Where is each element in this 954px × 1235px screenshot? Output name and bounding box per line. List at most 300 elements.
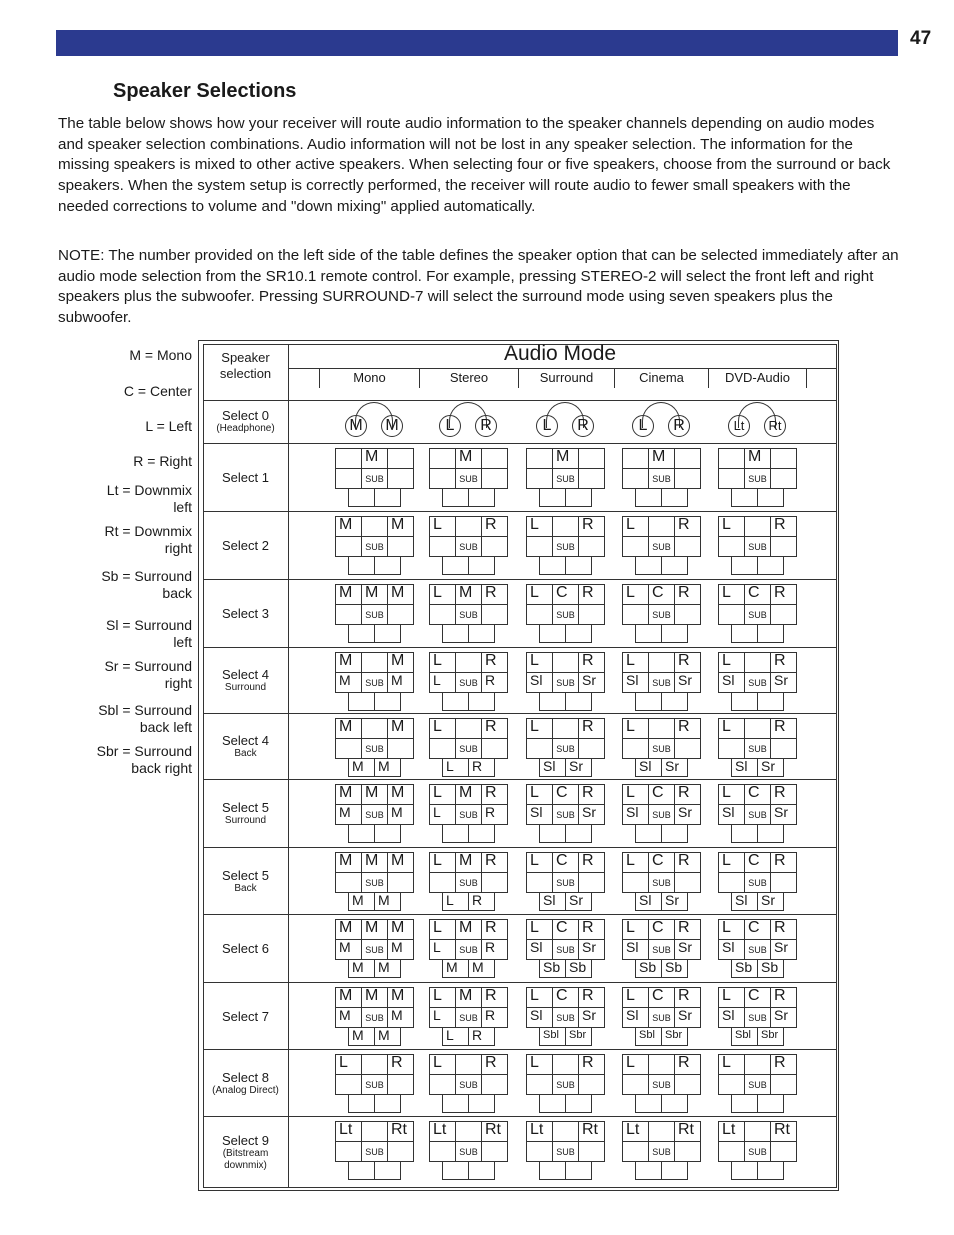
subwoofer-box: SUB [361, 738, 388, 759]
subwoofer-box: SUB [361, 604, 388, 625]
speaker-box: Sl [731, 758, 758, 777]
speaker-box: M [361, 448, 388, 469]
speaker-box [481, 536, 508, 557]
speaker-box: M [387, 584, 414, 605]
speaker-box: R [481, 652, 508, 673]
legend-item [60, 702, 192, 736]
speaker-box [757, 488, 784, 507]
speaker-box [374, 624, 401, 643]
speaker-box [455, 718, 482, 739]
speaker-box: R [770, 652, 797, 673]
subwoofer-box: SUB [744, 939, 771, 960]
speaker-box [661, 692, 688, 711]
legend-item [60, 568, 192, 602]
speaker-box: Sb [565, 959, 592, 978]
speaker-box [387, 1074, 414, 1095]
speaker-box: M [335, 919, 362, 940]
speaker-box [565, 824, 592, 843]
subwoofer-box: SUB [552, 536, 579, 557]
speaker-box: R [468, 892, 495, 911]
speaker-box [387, 738, 414, 759]
legend-text-cont: right [164, 675, 192, 691]
speaker-box [731, 692, 758, 711]
speaker-box [468, 824, 495, 843]
speaker-selection-header: Speaker selection [203, 344, 289, 400]
header-bar [56, 30, 898, 56]
speaker-box: L [526, 919, 553, 940]
speaker-box: Sbl [731, 1027, 758, 1046]
speaker-box: M [387, 804, 414, 825]
speaker-box [442, 556, 469, 575]
subwoofer-box: SUB [648, 738, 675, 759]
speaker-box: Sr [565, 758, 592, 777]
speaker-box: M [361, 784, 388, 805]
row-label-main: Select 9 [222, 1132, 269, 1148]
subwoofer-box: SUB [361, 939, 388, 960]
legend-item [60, 383, 192, 400]
legend-text: Sb = Surround [101, 568, 192, 584]
speaker-box [387, 536, 414, 557]
speaker-box [442, 1161, 469, 1180]
row-label-main: Select 1 [222, 470, 269, 485]
speaker-box [335, 872, 362, 893]
speaker-box: L [429, 672, 456, 693]
speaker-box: M [335, 718, 362, 739]
speaker-box [661, 488, 688, 507]
row-label [203, 780, 289, 847]
speaker-box [348, 488, 375, 507]
audio-mode-mono: Mono [319, 368, 419, 388]
row-label [203, 714, 289, 779]
subwoofer-box: SUB [648, 1007, 675, 1028]
speaker-box: L [718, 718, 745, 739]
speaker-box [674, 872, 701, 893]
speaker-box: R [674, 784, 701, 805]
speaker-box [578, 448, 605, 469]
speaker-box: Sl [622, 939, 649, 960]
speaker-box: R [481, 1054, 508, 1075]
speaker-box [429, 872, 456, 893]
speaker-box [442, 624, 469, 643]
speaker-box: M [335, 804, 362, 825]
speaker-box [661, 624, 688, 643]
speaker-box: R [770, 584, 797, 605]
speaker-box: Sr [770, 804, 797, 825]
row-label-main: Select 5 [222, 867, 269, 883]
legend-text-cont: right [164, 540, 192, 556]
legend-item [60, 743, 192, 777]
speaker-circle: M [345, 415, 367, 437]
speaker-box [539, 824, 566, 843]
subwoofer-box: SUB [648, 939, 675, 960]
speaker-box: R [674, 919, 701, 940]
subwoofer-box: SUB [744, 1007, 771, 1028]
speaker-box: M [552, 448, 579, 469]
speaker-box [429, 468, 456, 489]
legend-item [60, 523, 192, 557]
speaker-box [770, 448, 797, 469]
row-label-sub: Back [234, 748, 257, 759]
speaker-box: R [674, 516, 701, 537]
speaker-box: Sl [731, 892, 758, 911]
speaker-box [578, 872, 605, 893]
speaker-box: M [335, 987, 362, 1008]
speaker-box [578, 468, 605, 489]
speaker-box: L [526, 516, 553, 537]
subwoofer-box: SUB [361, 1074, 388, 1095]
legend-text-cont: back [162, 585, 192, 601]
speaker-box: L [429, 939, 456, 960]
speaker-box: Sl [526, 939, 553, 960]
subwoofer-box: SUB [648, 604, 675, 625]
subwoofer-box: SUB [552, 1007, 579, 1028]
speaker-box: Sr [770, 1007, 797, 1028]
legend-text-cont: left [173, 634, 192, 650]
speaker-box [552, 1054, 579, 1075]
row-label [203, 400, 289, 443]
subwoofer-box: SUB [648, 672, 675, 693]
speaker-box: M [455, 852, 482, 873]
speaker-box [744, 516, 771, 537]
speaker-box [374, 824, 401, 843]
speaker-box [674, 536, 701, 557]
legend-text: Sbr = Surround [96, 743, 192, 759]
speaker-box: L [429, 919, 456, 940]
legend-item [60, 418, 192, 435]
speaker-box: L [718, 652, 745, 673]
speaker-box: M [374, 1027, 401, 1046]
row-label [203, 983, 289, 1049]
speaker-box [578, 1074, 605, 1095]
speaker-box [757, 692, 784, 711]
subwoofer-box: SUB [648, 872, 675, 893]
speaker-box [718, 1074, 745, 1095]
speaker-box [526, 468, 553, 489]
subwoofer-box: SUB [552, 604, 579, 625]
speaker-box [335, 1074, 362, 1095]
row-label [203, 848, 289, 914]
subwoofer-box: SUB [552, 872, 579, 893]
speaker-box: C [552, 584, 579, 605]
speaker-box: R [770, 718, 797, 739]
speaker-box [552, 516, 579, 537]
speaker-box: M [455, 784, 482, 805]
audio-mode-stereo: Stereo [419, 368, 518, 388]
speaker-box: Sl [526, 804, 553, 825]
speaker-box: C [648, 987, 675, 1008]
speaker-box: Sl [622, 804, 649, 825]
speaker-box: R [770, 516, 797, 537]
speaker-box: Sl [622, 672, 649, 693]
legend-text: L = Left [145, 418, 192, 434]
speaker-circle: L [632, 415, 654, 437]
speaker-box [374, 1161, 401, 1180]
speaker-box [731, 624, 758, 643]
legend-text-cont: back left [139, 719, 192, 735]
speaker-box: M [455, 919, 482, 940]
speaker-box [674, 1074, 701, 1095]
speaker-box: L [718, 1054, 745, 1075]
speaker-box: L [429, 987, 456, 1008]
speaker-box: L [718, 584, 745, 605]
speaker-box: R [578, 516, 605, 537]
subwoofer-box: SUB [648, 1141, 675, 1162]
speaker-box: R [674, 987, 701, 1008]
speaker-box: L [526, 852, 553, 873]
speaker-box [526, 536, 553, 557]
speaker-box: R [770, 784, 797, 805]
speaker-box [387, 604, 414, 625]
speaker-box: Sr [578, 1007, 605, 1028]
speaker-box: R [481, 584, 508, 605]
speaker-box: R [578, 1054, 605, 1075]
speaker-box: Sl [635, 892, 662, 911]
speaker-box: Sl [718, 1007, 745, 1028]
subwoofer-box: SUB [455, 604, 482, 625]
speaker-box: R [674, 1054, 701, 1075]
speaker-box: M [455, 448, 482, 469]
speaker-box [661, 1094, 688, 1113]
audio-mode-surround: Surround [518, 368, 614, 388]
speaker-box: L [526, 987, 553, 1008]
speaker-box: L [526, 718, 553, 739]
speaker-box: L [429, 784, 456, 805]
speaker-box: Sbr [757, 1027, 784, 1046]
speaker-box [374, 692, 401, 711]
speaker-box [622, 1074, 649, 1095]
speaker-box: Sr [770, 939, 797, 960]
speaker-box: L [429, 652, 456, 673]
speaker-box: M [335, 1007, 362, 1028]
speaker-box: R [674, 718, 701, 739]
speaker-box: Rt [387, 1121, 414, 1142]
speaker-box: R [770, 852, 797, 873]
speaker-box [442, 692, 469, 711]
speaker-box: Sr [661, 892, 688, 911]
speaker-box [481, 872, 508, 893]
speaker-box [674, 468, 701, 489]
speaker-box [731, 556, 758, 575]
subwoofer-box: SUB [552, 738, 579, 759]
speaker-box: M [361, 584, 388, 605]
speaker-box: C [552, 784, 579, 805]
speaker-box [622, 1141, 649, 1162]
speaker-box [348, 692, 375, 711]
speaker-box [539, 624, 566, 643]
speaker-box: L [622, 516, 649, 537]
speaker-box [622, 604, 649, 625]
speaker-box: Lt [429, 1121, 456, 1142]
speaker-box: Sr [578, 804, 605, 825]
speaker-box [718, 536, 745, 557]
speaker-box [718, 1141, 745, 1162]
speaker-box [442, 824, 469, 843]
speaker-box: Sr [674, 1007, 701, 1028]
subwoofer-box: SUB [552, 1141, 579, 1162]
speaker-circle: Rt [764, 415, 786, 437]
speaker-box: M [335, 784, 362, 805]
speaker-circle: R [668, 415, 690, 437]
speaker-box: Sb [635, 959, 662, 978]
speaker-box [648, 652, 675, 673]
speaker-box [744, 1054, 771, 1075]
speaker-box: R [578, 718, 605, 739]
speaker-box: M [361, 852, 388, 873]
speaker-box [744, 718, 771, 739]
subwoofer-box: SUB [361, 872, 388, 893]
speaker-box: M [348, 892, 375, 911]
speaker-box [539, 1161, 566, 1180]
speaker-box: M [387, 652, 414, 673]
speaker-box [526, 1141, 553, 1162]
speaker-box: Sb [757, 959, 784, 978]
subwoofer-box: SUB [648, 1074, 675, 1095]
row-label-sub: Back [234, 882, 257, 894]
speaker-box [442, 488, 469, 507]
row-label-sub: Surround [224, 815, 267, 826]
speaker-box [335, 536, 362, 557]
speaker-box: C [552, 852, 579, 873]
speaker-box: R [481, 987, 508, 1008]
speaker-box: Sbl [635, 1027, 662, 1046]
speaker-box [387, 1141, 414, 1162]
speaker-box [552, 718, 579, 739]
row-label-main: Select 3 [222, 606, 269, 621]
speaker-circle: R [572, 415, 594, 437]
speaker-box: M [387, 718, 414, 739]
speaker-box [622, 738, 649, 759]
legend-item [60, 482, 192, 516]
subwoofer-box: SUB [744, 738, 771, 759]
speaker-box [718, 448, 745, 469]
speaker-box [635, 624, 662, 643]
speaker-box: M [387, 1007, 414, 1028]
speaker-box: L [429, 516, 456, 537]
speaker-box: Sr [674, 804, 701, 825]
legend-text: C = Center [123, 383, 192, 399]
subwoofer-box: SUB [455, 804, 482, 825]
speaker-box: M [374, 959, 401, 978]
speaker-box [526, 448, 553, 469]
speaker-box [744, 652, 771, 673]
row-label-sub: (Bitstream downmix) [222, 1147, 269, 1171]
speaker-box [622, 872, 649, 893]
speaker-box: L [622, 1054, 649, 1075]
speaker-box [348, 624, 375, 643]
speaker-box [361, 1054, 388, 1075]
speaker-box: Sr [578, 672, 605, 693]
speaker-box [661, 556, 688, 575]
audio-mode-cinema: Cinema [614, 368, 708, 388]
speaker-box [770, 1074, 797, 1095]
speaker-box: Sl [539, 892, 566, 911]
speaker-box: R [578, 919, 605, 940]
legend-text: R = Right [133, 453, 192, 469]
speaker-box [335, 1141, 362, 1162]
speaker-box [455, 1121, 482, 1142]
subwoofer-box: SUB [361, 536, 388, 557]
speaker-box [361, 718, 388, 739]
speaker-box: C [552, 987, 579, 1008]
speaker-box: M [387, 987, 414, 1008]
subwoofer-box: SUB [455, 1007, 482, 1028]
speaker-box: R [578, 987, 605, 1008]
speaker-box [361, 1121, 388, 1142]
speaker-box: R [481, 919, 508, 940]
speaker-box: L [718, 919, 745, 940]
speaker-box: M [387, 919, 414, 940]
subwoofer-box: SUB [361, 468, 388, 489]
row-label-main: Select 4 [222, 733, 269, 748]
subwoofer-box: SUB [744, 536, 771, 557]
legend-item [60, 617, 192, 651]
speaker-box [361, 652, 388, 673]
speaker-box [731, 488, 758, 507]
row-label [203, 580, 289, 647]
speaker-box [539, 692, 566, 711]
legend-text-cont: left [173, 499, 192, 515]
speaker-box: M [348, 959, 375, 978]
speaker-box [429, 1141, 456, 1162]
speaker-box [468, 1094, 495, 1113]
speaker-box: L [526, 584, 553, 605]
speaker-box: Sl [526, 1007, 553, 1028]
speaker-box: L [335, 1054, 362, 1075]
subwoofer-box: SUB [455, 536, 482, 557]
speaker-box [674, 604, 701, 625]
speaker-box [718, 738, 745, 759]
mode-end-line [806, 368, 807, 388]
speaker-box: Sbl [539, 1027, 566, 1046]
row-label-main: Select 6 [222, 941, 269, 956]
speaker-box: Sl [622, 1007, 649, 1028]
speaker-box [552, 1121, 579, 1142]
subwoofer-box: SUB [744, 672, 771, 693]
audio-mode-title: Audio Mode [504, 342, 617, 365]
speaker-box [387, 872, 414, 893]
speaker-box: L [718, 987, 745, 1008]
subwoofer-box: SUB [744, 804, 771, 825]
speaker-box: R [770, 1054, 797, 1075]
legend-text-cont: back right [131, 760, 192, 776]
speaker-box [718, 604, 745, 625]
subwoofer-box: SUB [455, 1141, 482, 1162]
subwoofer-box: SUB [648, 536, 675, 557]
speaker-box [374, 1094, 401, 1113]
subwoofer-box: SUB [455, 1074, 482, 1095]
speaker-box [674, 448, 701, 469]
speaker-box: L [442, 1027, 469, 1046]
speaker-box: R [578, 784, 605, 805]
speaker-box: Sr [578, 939, 605, 960]
speaker-box [648, 516, 675, 537]
speaker-box: R [674, 584, 701, 605]
speaker-box: L [429, 1054, 456, 1075]
speaker-box [622, 448, 649, 469]
speaker-box [481, 468, 508, 489]
speaker-box [731, 824, 758, 843]
subwoofer-box: SUB [361, 1141, 388, 1162]
speaker-box [348, 824, 375, 843]
speaker-box: M [335, 584, 362, 605]
subwoofer-box: SUB [552, 1074, 579, 1095]
speaker-box [552, 652, 579, 673]
subwoofer-box: SUB [648, 804, 675, 825]
speaker-box: C [744, 919, 771, 940]
speaker-box [648, 1121, 675, 1142]
speaker-box [429, 738, 456, 759]
speaker-box: C [744, 852, 771, 873]
